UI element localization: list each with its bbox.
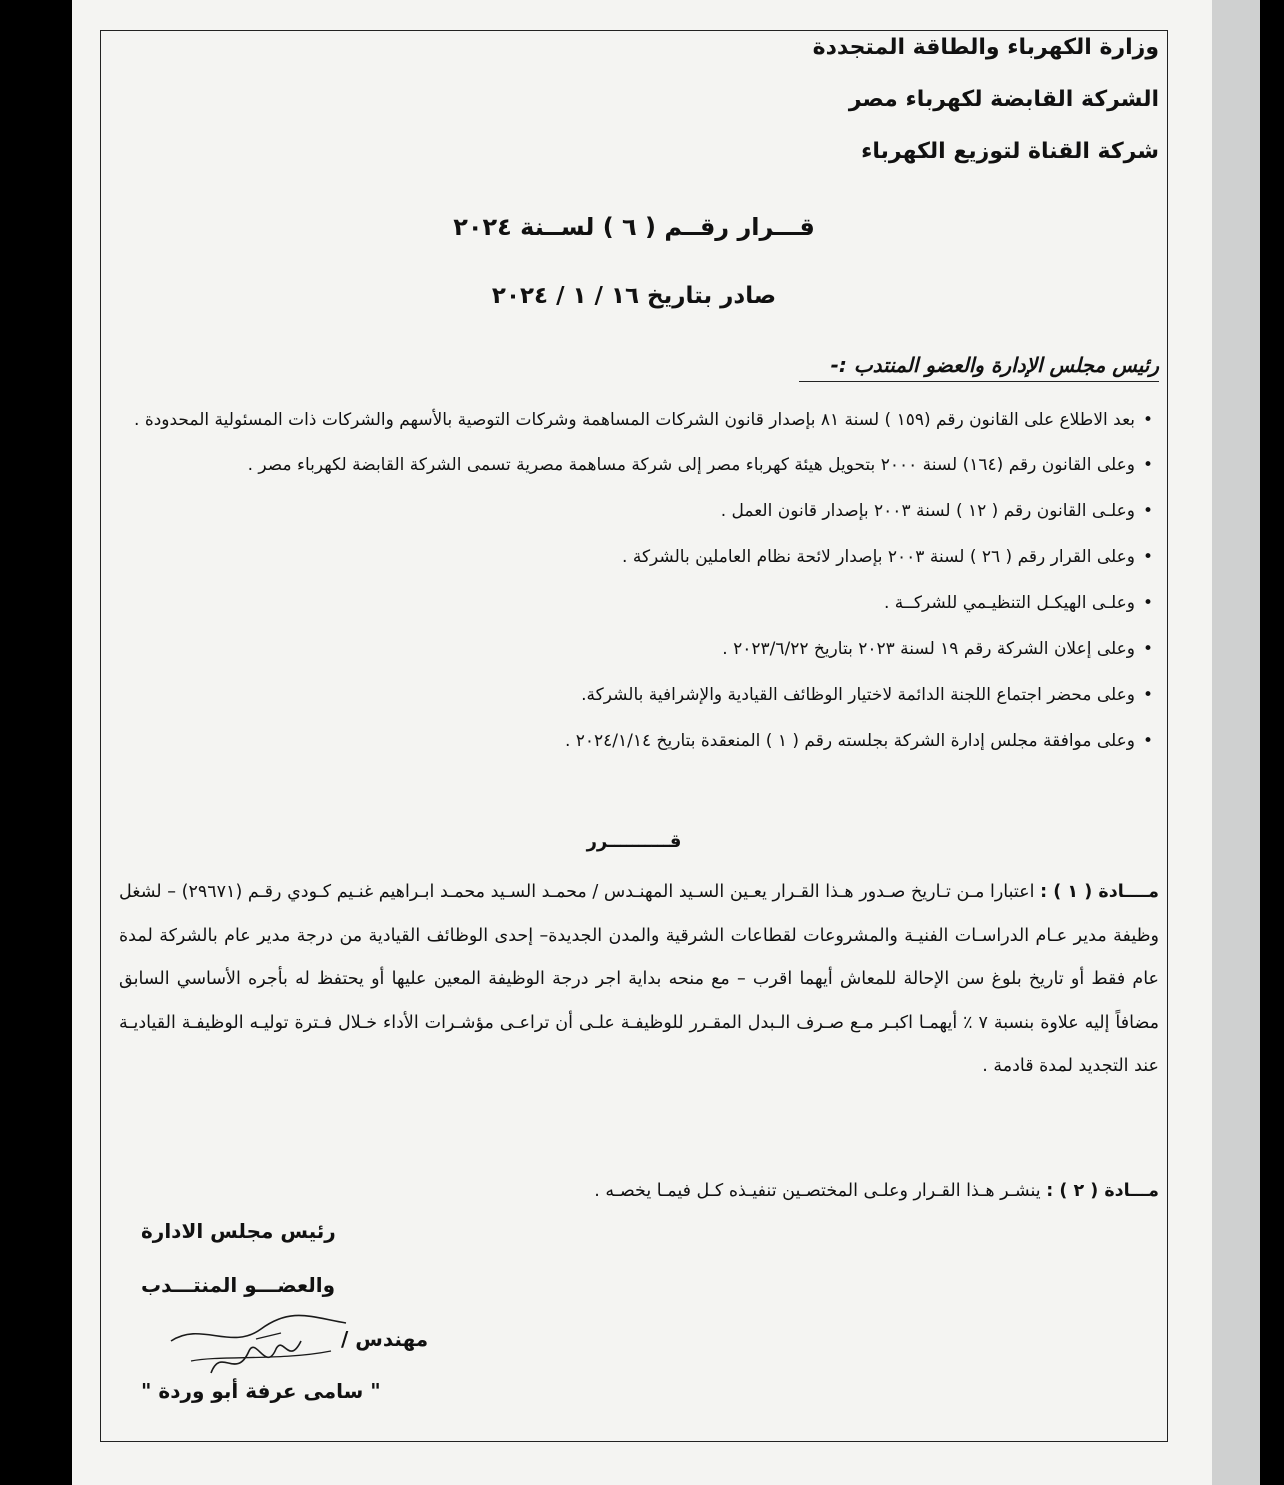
viewer-edge (1212, 0, 1260, 1485)
article-2 (119, 1178, 1159, 1204)
heading-underline (799, 381, 1159, 382)
document-frame (100, 30, 1168, 1442)
preamble-item: • وعلى القانون رقم (١٦٤) لسنة ٢٠٠٠ بتحويل هيئة كهرباء مصر إلى شركة مساهمة مصرية تسمى الشركة القابضة لكهرباء مصر . (123, 453, 1153, 477)
signatory-title: رئيس مجلس الادارة (141, 1219, 336, 1243)
preamble-item: • وعلى محضر اجتماع اللجنة الدائمة لاختيار الوظائف القيادية والإشرافية بالشركة. (123, 683, 1153, 707)
preamble-item: • وعلى القرار رقم ( ٢٦ ) لسنة ٢٠٠٣ بإصدار لائحة نظام العاملين بالشركة . (123, 545, 1153, 569)
preamble-item: • وعلى موافقة مجلس إدارة الشركة بجلسته رقم ( ١ ) المنعقدة بتاريخ ٢٠٢٤/١/١٤ . (123, 729, 1153, 753)
company-name: شركة القناة لتوزيع الكهرباء (861, 139, 1159, 164)
article-1-label: مــــادة ( ١ ) : (1040, 882, 1160, 902)
holding-company-name: الشركة القابضة لكهرباء مصر (848, 87, 1159, 112)
issue-date: صادر بتاريخ ١٦ / ١ / ٢٠٢٤ (491, 283, 777, 309)
issuer-heading: رئيس مجلس الإدارة والعضو المنتدب :- (830, 353, 1159, 377)
preamble-item: • وعلـى الهيكـل التنظيـمي للشركــة . (123, 591, 1153, 615)
ministry-name: وزارة الكهرباء والطاقة المتجددة (812, 35, 1159, 60)
article-2-label: مـــادة ( ٢ ) : (1046, 1181, 1159, 1201)
article-2-text: ينشـر هـذا القـرار وعلـى المختصـين تنفيـذه كـل فيمـا يخصـه . (594, 1181, 1041, 1201)
decree-title: قـــرار رقــم ( ٦ ) لســنة ٢٠٢٤ (453, 213, 815, 241)
signatory-name: " سامى عرفة أبو وردة " (141, 1379, 381, 1403)
article-1 (119, 871, 1159, 1089)
preamble-item: • وعلـى القانون رقم ( ١٢ ) لسنة ٢٠٠٣ بإصدار قانون العمل . (123, 499, 1153, 523)
preamble-item: • بعد الاطلاع على القانون رقم (١٥٩ ) لسنة ٨١ بإصدار قانون الشركات المساهمة وشركات التوصية بالأسهم والشركات ذات المسئولية المحدودة . (123, 403, 1153, 437)
decides-heading: قــــــــــرر (586, 831, 682, 852)
article-1-text: اعتبارا مـن تـاريخ صـدور هـذا القـرار يعـين السـيد المهنـدس / محمـد السـيد محمـد ابـراهيم غنـيم كـودي رقـم (٢٩٦٧١) – لشغل وظيفة مدير عـام الدراسـات الفنيـة والمشروعات لقطاعات الشرقية والمدن الجديدة– إحدى الوظائف القيادية من درجة مدير عام بالشركة لمدة عام فقط أو تاريخ بلوغ سن الإحالة للمعاش أيهما اقرب – مع منحه بداية اجر درجة الوظيفة المعين عليها أو يحتفظ له بأجره الأساسي السابق مضافاً إليه علاوة بنسبة ٧ ٪ أيهمـا اكبـر مـع صـرف الـبدل المقـرر للوظيفـة علـى أن تراعـى مؤشـرات الأداء خـلال فـترة توليـه الوظيفـة القياديـة عند التجديد لمدة قادمة . (119, 882, 1159, 1076)
engineer-label: مهندس / (341, 1327, 429, 1351)
preamble-item: • وعلى إعلان الشركة رقم ١٩ لسنة ٢٠٢٣ بتاريخ ٢٠٢٣/٦/٢٢ . (123, 637, 1153, 661)
signatory-title-2: والعضـــو المنتـــدب (141, 1273, 336, 1297)
handwritten-signature (161, 1311, 361, 1386)
preamble-list (123, 403, 1153, 775)
